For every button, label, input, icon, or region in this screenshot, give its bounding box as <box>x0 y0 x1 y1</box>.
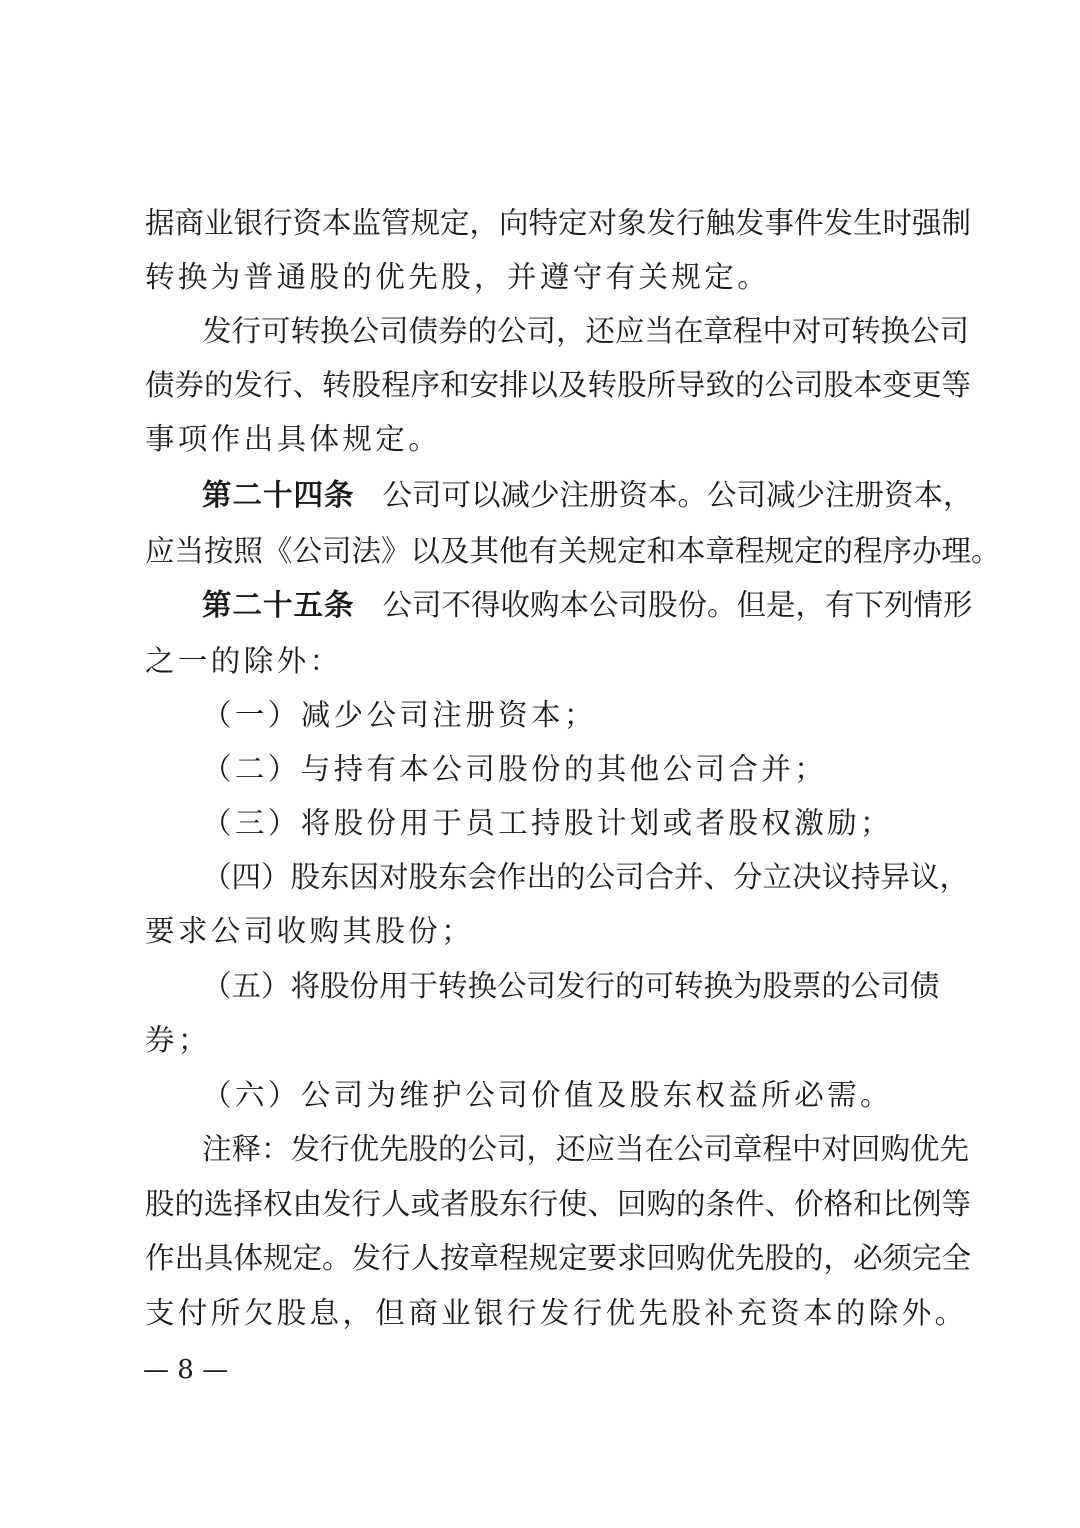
article25-line1 <box>202 578 973 632</box>
article25-heading: 第二十五条 <box>202 588 355 622</box>
para1-line2: 转换为普通股的优先股，并遵守有关规定。 <box>145 260 771 294</box>
para2-line2: 债券的发行、转股程序和安排以及转股所导致的公司股本变更等 <box>145 368 972 402</box>
para2-line3: 事项作出具体规定。 <box>145 422 442 456</box>
article24-heading: 第二十四条 <box>202 478 355 512</box>
page-number: — 8 — <box>143 1355 229 1385</box>
item-3: （三）将股份用于员工持股计划或者股权激励； <box>202 806 893 840</box>
item-1: （一）减少公司注册资本； <box>202 698 597 732</box>
item-6: （六）公司为维护公司价值及股东权益所必需。 <box>202 1078 893 1112</box>
para2-line1: 发行可转换公司债券的公司，还应当在章程中对可转换公司 <box>202 314 970 348</box>
article25-text: 公司不得收购本公司股份。但是，有下列情形 <box>382 588 973 622</box>
note-line3: 作出具体规定。发行人按章程规定要求回购优先股的，必须完全 <box>145 1241 972 1275</box>
item-5-line1: （五）将股份用于转换公司发行的可转换为股票的公司债 <box>202 969 940 1003</box>
item-4-line2: 要求公司收购其股份； <box>145 914 475 948</box>
para1-line1: 据商业银行资本监管规定，向特定对象发行触发事件发生时强制 <box>145 206 972 240</box>
note-line4: 支付所欠股息，但商业银行发行优先股补充资本的除外。 <box>145 1296 968 1330</box>
note-line1: 注释：发行优先股的公司，还应当在公司章程中对回购优先 <box>202 1132 970 1166</box>
article25-line2: 之一的除外： <box>145 644 343 678</box>
item-2: （二）与持有本公司股份的其他公司合并； <box>202 752 828 786</box>
item-5-line2: 券； <box>145 1023 211 1057</box>
article24-line1 <box>202 468 973 522</box>
article24-line2: 应当按照《公司法》以及其他有关规定和本章程规定的程序办理。 <box>145 534 1001 568</box>
note-line2: 股的选择权由发行人或者股东行使、回购的条件、价格和比例等 <box>145 1187 972 1221</box>
article24-text: 公司可以减少注册资本。公司减少注册资本， <box>382 478 973 512</box>
item-4-line1: （四）股东因对股东会作出的公司合并、分立决议持异议， <box>202 860 970 894</box>
